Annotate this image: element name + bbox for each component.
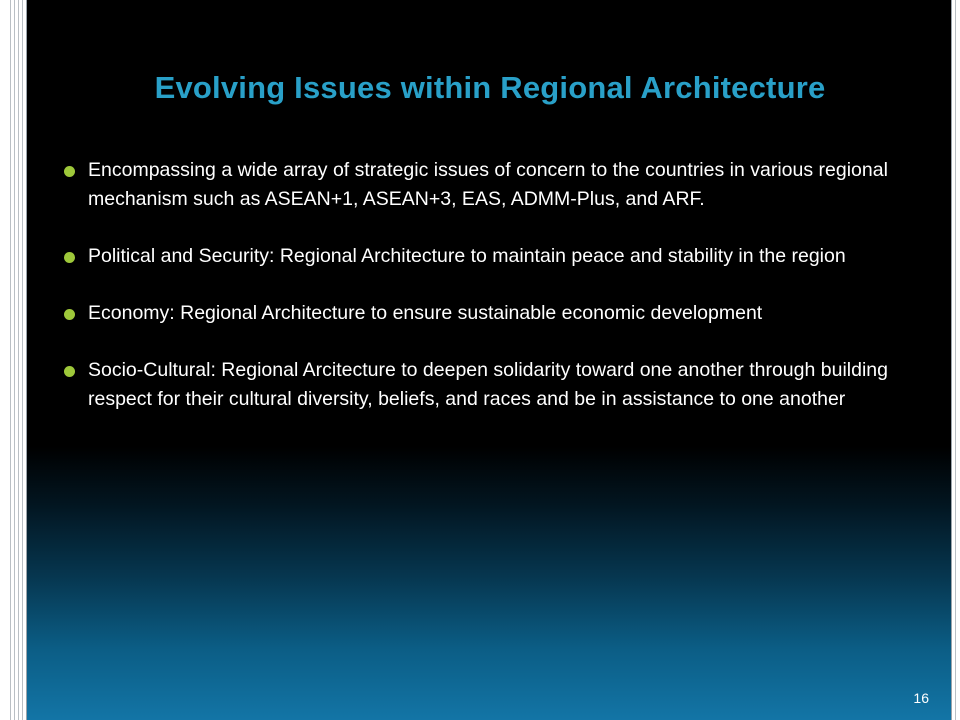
bullet-dot-icon [64, 309, 75, 320]
bullet-list [64, 156, 910, 442]
bullet-item [64, 242, 910, 271]
bullet-dot-icon [64, 252, 75, 263]
bullet-dot-icon [64, 166, 75, 177]
bullet-text: Encompassing a wide array of strategic issues of concern to the countries in various regional mechanism such as ASEAN+1, ASEAN+3, EAS, ADMM-Plus, and ARF. [88, 159, 888, 210]
slide [26, 0, 952, 720]
bullet-text: Political and Security: Regional Architecture to maintain peace and stability in the region [88, 245, 846, 267]
bullet-dot-icon [64, 366, 75, 377]
left-margin [0, 0, 26, 720]
bullet-text: Socio-Cultural: Regional Arcitecture to deepen solidarity toward one another through building respect for their cultural diversity, beliefs, and races and be in assistance to one another [88, 359, 888, 410]
page-number: 16 [913, 690, 929, 706]
bullet-item [64, 299, 910, 328]
margin-rule [22, 0, 23, 720]
bullet-item [64, 356, 910, 414]
margin-rule [10, 0, 11, 720]
margin-rule [955, 0, 956, 720]
right-margin [952, 0, 960, 720]
margin-rule [18, 0, 19, 720]
slide-title: Evolving Issues within Regional Architecture [154, 70, 826, 105]
bullet-item [64, 156, 910, 214]
bullet-text: Economy: Regional Architecture to ensure sustainable economic development [88, 302, 763, 324]
margin-rule [14, 0, 15, 720]
